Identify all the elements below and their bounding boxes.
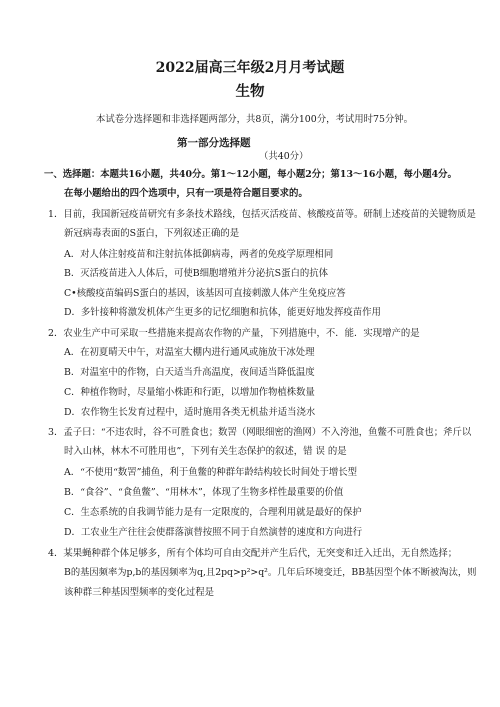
exam-title: 2022届高三年级2月月考试题 xyxy=(155,60,345,76)
question-3-option-a: A．“不使用“数罟”捕鱼，利于鱼鳖的种群年龄结构较长时间处于增长型 xyxy=(64,467,358,478)
question-4-stem-line1: 4．某果蝇种群个体足够多，所有个体均可自由交配并产生后代，无突变和迁入迁出，无自然选择； xyxy=(48,548,458,559)
question-4-stem-line2: B的基因频率为p,b的基因频率为q,且2pq>p²>q²。几年后环境变迁，BB基因型个体不断被淘汰，则 xyxy=(64,567,477,578)
question-4-stem-line3: 该种群三种基因型频率的变化过程是 xyxy=(64,587,215,598)
question-2-stem-line1: 2．农业生产中可采取一些措施来提高农作物的产量，下列措施中，不．能．实现增产的是 xyxy=(48,328,420,339)
section-instruction-line2: 在每小题给出的四个选项中，只有一项是符合题目要求的。 xyxy=(64,188,308,199)
part-heading: 第一部分选择题 xyxy=(177,137,251,149)
question-1-option-a: A．对人体注射疫苗和注射抗体抵御病毒，两者的免疫学原理相同 xyxy=(64,249,334,260)
question-1-stem-line1: 1．目前，我国新冠疫苗研究有多条技术路线，包括灭活疫苗、核酸疫苗等。研制上述疫苗的关键物质是 xyxy=(48,209,476,220)
question-3-stem-line1: 3．孟子曰：“不违农时，谷不可胜食也；数罟（网眼细密的渔网）不入洿池，鱼鳖不可胜食也；斧斤以 xyxy=(48,427,472,438)
question-1-option-d: D．多针接种将激发机体产生更多的记忆细胞和抗体，能更好地发挥疫苗作用 xyxy=(64,307,381,318)
question-2-option-a: A．在初夏晴天中午，对温室大棚内进行通风或施放干冰处理 xyxy=(64,347,315,358)
question-1-stem-line2: 新冠病毒表面的S蛋白，下列叙述正确的是 xyxy=(64,228,240,239)
question-2-option-b: B．对温室中的作物，白天适当升高温度，夜间适当降低温度 xyxy=(64,367,315,378)
question-1-option-b: B．灭活疫苗进入人体后，可使B细胞增殖并分泌抗S蛋白的抗体 xyxy=(64,268,328,279)
question-3-option-d: D．工农业生产往往会使群落演替按照不同于自然演替的速度和方向进行 xyxy=(64,527,363,538)
question-2-option-c: C．种植作物时，尽量缩小株距和行距，以增加作物植株数量 xyxy=(64,387,315,398)
question-2-option-d: D．农作物生长发育过程中，适时施用各类无机盐并适当浇水 xyxy=(64,407,316,418)
question-3-option-c: C．生态系统的自我调节能力是有一定限度的，合理利用就是最好的保护 xyxy=(64,507,362,518)
part-points: （共40分） xyxy=(259,151,309,162)
question-3-option-b: B．“食谷”、“食鱼鳖”、“用林木”，体现了生物多样性最重要的价值 xyxy=(64,487,344,498)
section-instruction-line1: 一、选择题：本题共16小题，共40分。第1～12小题，每小题2分；第13～16小题，每小题4分。 xyxy=(44,169,457,180)
exam-intro: 本试卷分选择题和非选择题两部分，共8页，满分100分，考试用时75分钟。 xyxy=(96,114,414,125)
question-3-stem-line2: 时入山林，林木不可胜用也”，下列有关生态保护的叙述，错 误 的是 xyxy=(64,446,347,457)
question-1-option-c: C•核酸疫苗编码S蛋白的基因，该基因可直接刺激人体产生免疫应答 xyxy=(64,288,346,299)
subject-title: 生物 xyxy=(235,83,265,100)
